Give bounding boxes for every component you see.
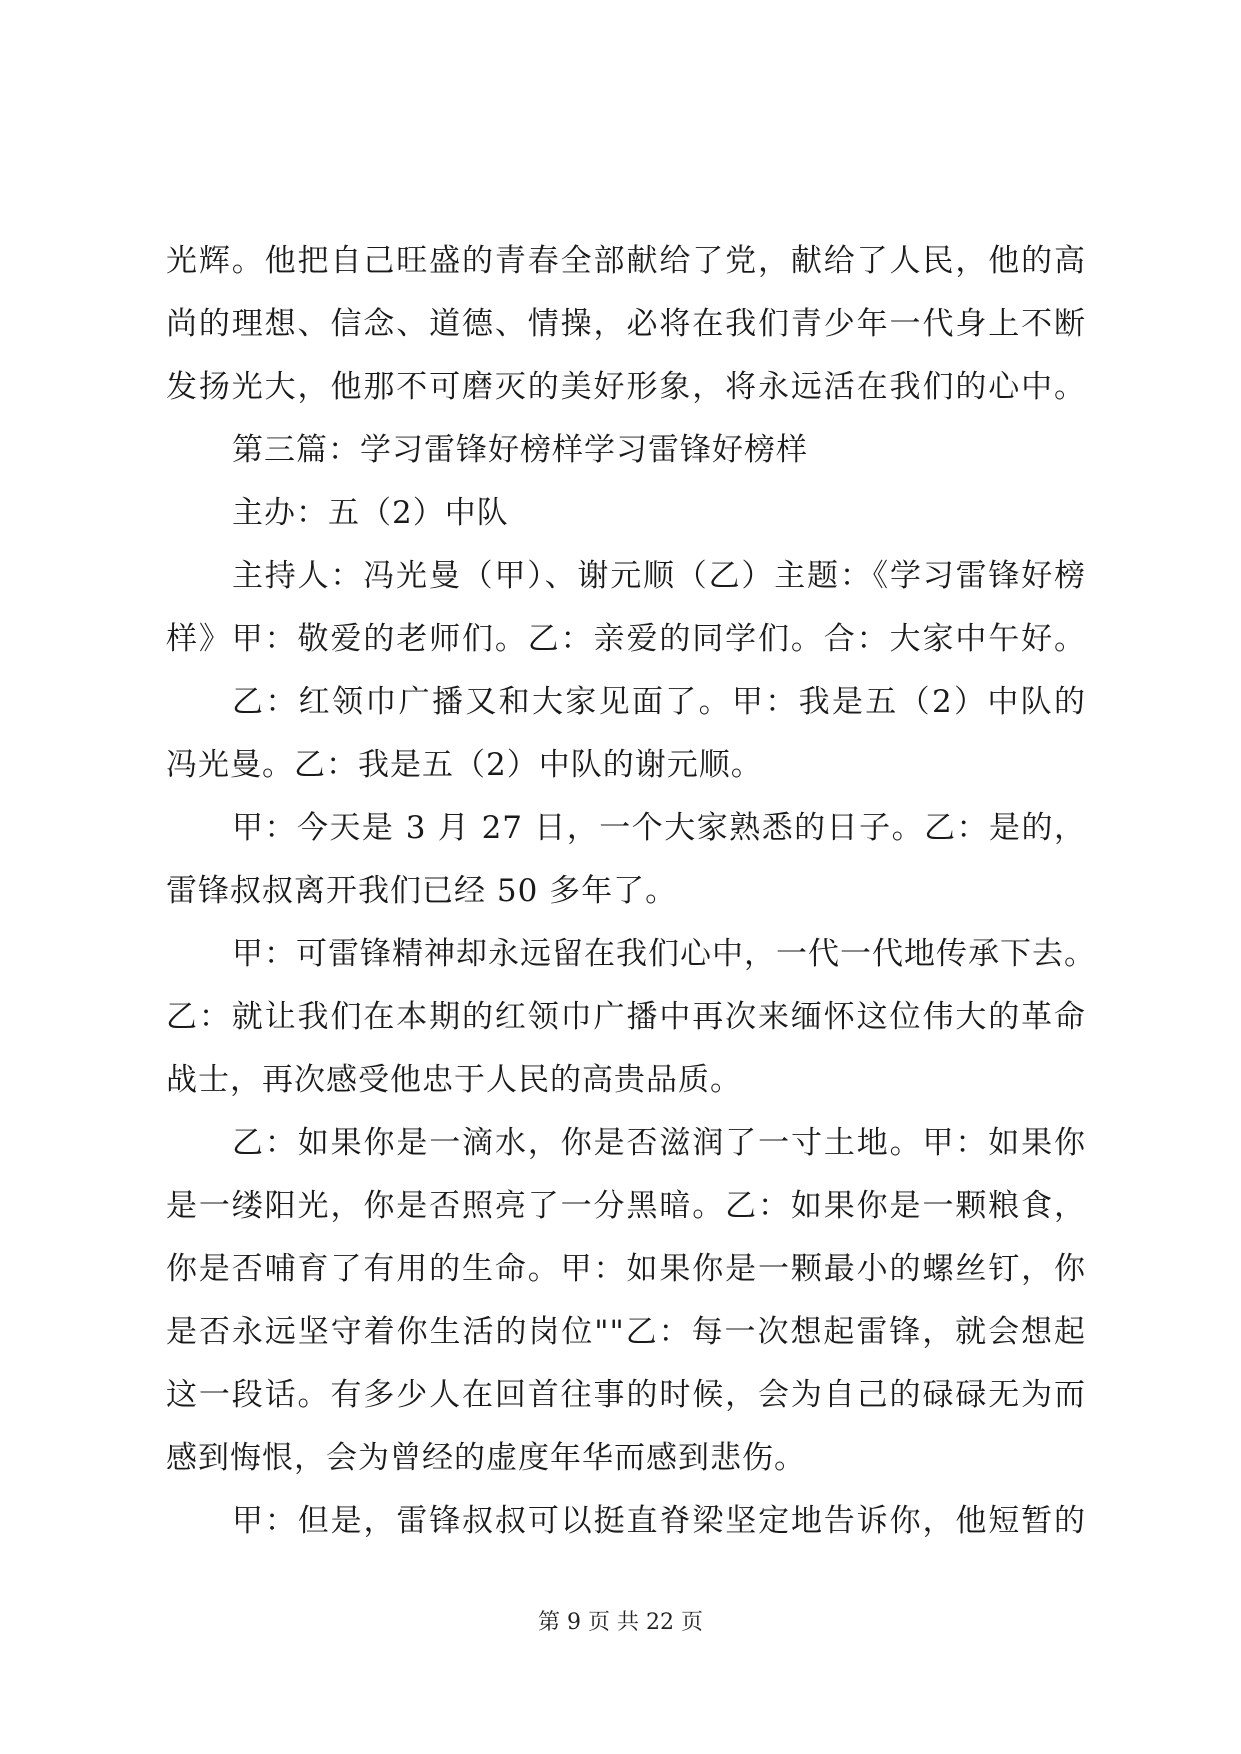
text-line: 乙：就让我们在本期的红领巾广播中再次来缅怀这位伟大的革命 [166, 999, 1086, 1035]
text-line: 这一段话。有多少人在回首往事的时候，会为自己的碌碌无为而 [166, 1377, 1086, 1413]
text-line: 战士，再次感受他忠于人民的高贵品质。 [166, 1062, 742, 1098]
text-line: 是一缕阳光，你是否照亮了一分黑暗。乙：如果你是一颗粮食， [166, 1188, 1086, 1224]
text-line: 乙：红领巾广播又和大家见面了。甲：我是五（2）中队的 [232, 684, 1086, 720]
text-line: 主持人：冯光曼（甲）、谢元顺（乙）主题：《学习雷锋好榜 [232, 558, 1086, 594]
text-line: 雷锋叔叔离开我们已经 50 多年了。 [166, 873, 678, 909]
text-line: 甲：但是，雷锋叔叔可以挺直脊梁坚定地告诉你，他短暂的 [232, 1503, 1086, 1539]
text-line: 你是否哺育了有用的生命。甲：如果你是一颗最小的螺丝钉，你 [166, 1251, 1086, 1287]
document-body [166, 230, 1096, 1553]
text-line: 主办：五（2）中队 [232, 495, 509, 531]
text-line: 是否永远坚守着你生活的岗位""乙：每一次想起雷锋，就会想起 [166, 1314, 1086, 1350]
text-line: 甲：可雷锋精神却永远留在我们心中，一代一代地传承下去。 [232, 936, 1096, 972]
text-line: 乙：如果你是一滴水，你是否滋润了一寸土地。甲：如果你 [232, 1125, 1086, 1161]
text-line: 第三篇：学习雷锋好榜样学习雷锋好榜样 [232, 432, 808, 468]
text-line: 光辉。他把自己旺盛的青春全部献给了党，献给了人民，他的高 [166, 243, 1086, 279]
text-line: 样》甲：敬爱的老师们。乙：亲爱的同学们。合：大家中午好。 [166, 621, 1086, 657]
text-line: 感到悔恨，会为曾经的虚度年华而感到悲伤。 [166, 1440, 806, 1476]
text-line: 尚的理想、信念、道德、情操，必将在我们青少年一代身上不断 [166, 306, 1086, 342]
text-line: 甲：今天是 3 月 27 日，一个大家熟悉的日子。乙：是的， [232, 810, 1086, 846]
text-line: 发扬光大，他那不可磨灭的美好形象，将永远活在我们的心中。 [166, 369, 1086, 405]
text-line: 冯光曼。乙：我是五（2）中队的谢元顺。 [166, 747, 763, 783]
page-footer: 第 9 页 共 22 页 [538, 1610, 703, 1635]
